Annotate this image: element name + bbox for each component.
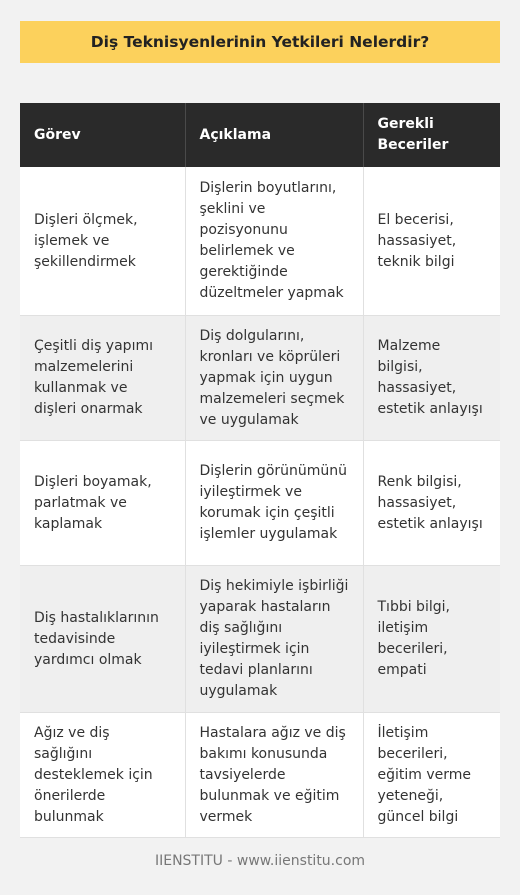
task-cell: Ağız ve diş sağlığını desteklemek için önerilerde bulunmak — [20, 713, 185, 838]
task-cell: Çeşitli diş yapımı malzemelerini kullanmak ve dişleri onarmak — [20, 316, 185, 441]
task-cell: Dişleri boyamak, parlatmak ve kaplamak — [20, 441, 185, 566]
task-cell: Diş hastalıklarının tedavisinde yardımcı olmak — [20, 566, 185, 713]
page-title: Diş Teknisyenlerinin Yetkileri Nelerdir? — [20, 21, 500, 63]
skills-cell: Renk bilgisi, hassasiyet, estetik anlayışı — [363, 441, 500, 566]
table-row — [20, 316, 500, 441]
column-header-task: Görev — [20, 103, 185, 167]
table-header-row — [20, 103, 500, 167]
table-row — [20, 713, 500, 838]
task-cell: Dişleri ölçmek, işlemek ve şekillendirmek — [20, 167, 185, 316]
description-cell: Diş hekimiyle işbirliği yaparak hastaların diş sağlığını iyileştirmek için tedavi planlarını uygulamak — [185, 566, 363, 713]
description-cell: Hastalara ağız ve diş bakımı konusunda tavsiyelerde bulunmak ve eğitim vermek — [185, 713, 363, 838]
table-header — [20, 103, 500, 167]
description-cell: Dişlerin boyutlarını, şeklini ve pozisyonunu belirlemek ve gerektiğinde düzeltmeler yapmak — [185, 167, 363, 316]
table-row — [20, 566, 500, 713]
table-row — [20, 167, 500, 316]
skills-cell: İletişim becerileri, eğitim verme yeteneği, güncel bilgi — [363, 713, 500, 838]
skills-cell: El becerisi, hassasiyet, teknik bilgi — [363, 167, 500, 316]
column-header-description: Açıklama — [185, 103, 363, 167]
column-header-required-skills: Gerekli Beceriler — [363, 103, 500, 167]
description-cell: Dişlerin görünümünü iyileştirmek ve korumak için çeşitli işlemler uygulamak — [185, 441, 363, 566]
table-row — [20, 441, 500, 566]
footer-credit: IIENSTITU - www.iienstitu.com — [154, 853, 366, 869]
table-body — [20, 167, 500, 838]
skills-table — [20, 103, 500, 838]
description-cell: Diş dolgularını, kronları ve köprüleri yapmak için uygun malzemeleri seçmek ve uygulamak — [185, 316, 363, 441]
skills-cell: Malzeme bilgisi, hassasiyet, estetik anlayışı — [363, 316, 500, 441]
skills-cell: Tıbbi bilgi, iletişim becerileri, empati — [363, 566, 500, 713]
